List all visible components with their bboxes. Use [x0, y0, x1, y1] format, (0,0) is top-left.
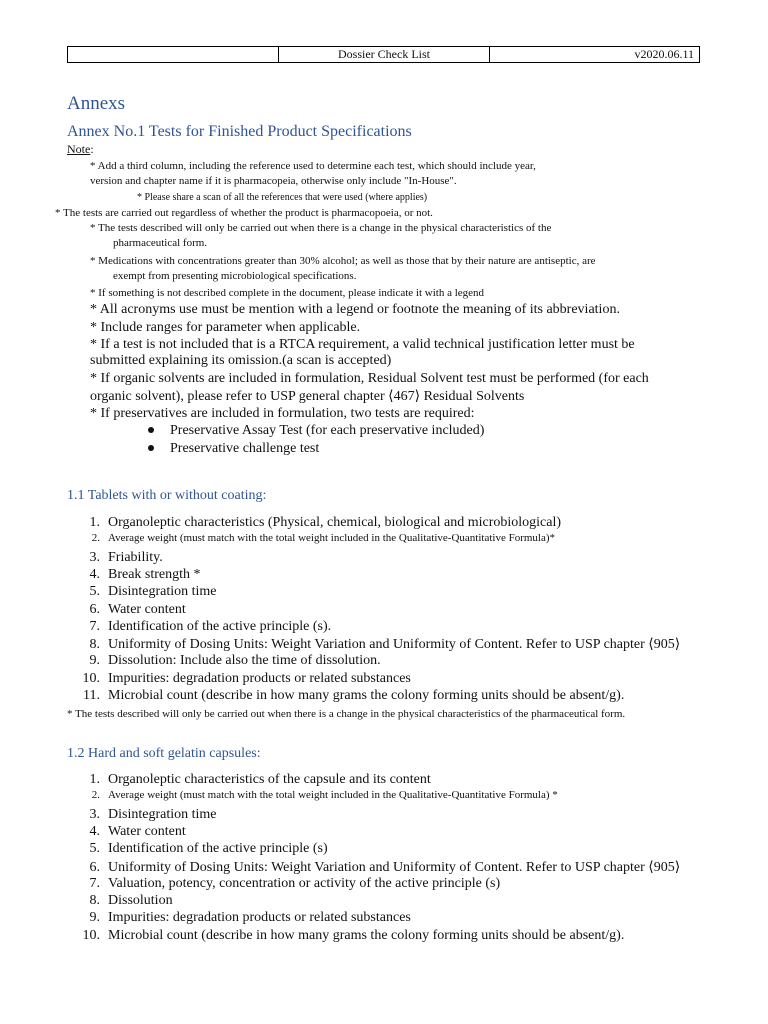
list-item — [76, 602, 186, 618]
note-line: * Add a third column, including the reference used to determine each test, which should include year, — [90, 160, 536, 172]
note-line: organic solvent), please refer to USP general chapter ⟨467⟩ Residual Solvents — [90, 389, 525, 404]
list-item-text: Organoleptic characteristics of the capsule and its content — [108, 772, 431, 787]
list-item — [76, 688, 624, 704]
list-item-text: Uniformity of Dosing Units: Weight Variation and Uniformity of Content. Refer to USP chapter ⟨905⟩ — [108, 637, 681, 653]
bullet-item: Preservative Assay Test (for each preservative included) — [148, 423, 484, 439]
list-item — [76, 636, 680, 653]
list-item — [76, 789, 558, 801]
list-item-number: 6. — [89, 601, 100, 617]
bullet-dot — [148, 445, 154, 451]
list-item — [76, 532, 555, 544]
page-title: Annexs — [67, 93, 126, 114]
list-item-number: 7. — [89, 618, 100, 634]
list-item-text: Valuation, potency, concentration or activity of the active principle (s) — [108, 875, 501, 891]
note-line: * If preservatives are included in formulation, two tests are required: — [90, 406, 475, 421]
list-item-text: Average weight (must match with the total weight included in the Qualitative-Quantitative Formula) * — [108, 789, 558, 802]
list-item-number: 11. — [83, 688, 100, 703]
list-item-text: Impurities: degradation products or related substances — [108, 910, 411, 926]
list-item-text: Microbial count (describe in how many grams the colony forming units should be absent/g). — [108, 927, 625, 943]
list-item — [76, 584, 216, 600]
list-item-number: 8. — [89, 637, 100, 653]
note-line: * All acronyms use must be mention with a legend or footnote the meaning of its abbreviation. — [90, 302, 620, 317]
bullet-dot — [148, 427, 154, 433]
list-item — [76, 550, 163, 566]
header-cell-left — [68, 47, 279, 63]
list-item-text: Identification of the active principle (s) — [108, 841, 328, 857]
list-item-number: 3. — [89, 806, 100, 822]
list-item-number: 8. — [89, 893, 100, 909]
list-item — [76, 876, 500, 892]
note-line: * Medications with concentrations greater than 30% alcohol; as well as those that by their nature are antiseptic, are — [90, 255, 596, 267]
list-item-number: 2. — [91, 789, 100, 802]
list-item-number: 9. — [89, 910, 100, 926]
list-item-number: 3. — [89, 549, 100, 565]
note-line: * The tests described will only be carried out when there is a change in the physical characteristics of the — [90, 222, 552, 234]
list-item-text: Impurities: degradation products or related substances — [108, 670, 411, 686]
list-item-number: 9. — [89, 653, 100, 669]
list-item-number: 7. — [89, 875, 100, 891]
list-item-text: Break strength * — [108, 566, 201, 582]
list-item-text: Organoleptic characteristics (Physical, chemical, biological and microbiological) — [108, 515, 562, 530]
header-table — [67, 46, 700, 63]
list-item — [76, 910, 411, 926]
list-item — [76, 515, 561, 531]
list-item — [76, 772, 431, 788]
list-item-number: 1. — [89, 515, 100, 530]
list-item — [76, 653, 381, 669]
note-label: Note: — [67, 142, 94, 156]
list-item-text: Dissolution — [108, 893, 173, 909]
note-line: * If something is not described complete in the document, please indicate it with a legend — [90, 287, 485, 299]
list-item — [76, 619, 331, 635]
note-line: * The tests are carried out regardless of whether the product is pharmacopoeia, or not. — [55, 207, 433, 219]
list-item-number: 5. — [89, 841, 100, 857]
list-item-number: 4. — [89, 823, 100, 839]
list-item-number: 6. — [89, 859, 100, 875]
note-line: exempt from presenting microbiological specifications. — [113, 270, 357, 282]
bullet-item: Preservative challenge test — [148, 441, 319, 457]
header-cell-title: Dossier Check List — [279, 47, 490, 63]
list-item — [76, 824, 186, 840]
list-item-text: Water content — [108, 601, 186, 617]
list-item-text: Microbial count (describe in how many grams the colony forming units should be absent/g). — [108, 688, 625, 703]
list-item — [76, 893, 173, 909]
note-line: version and chapter name if it is pharmacopeia, otherwise only include "In-House". — [90, 175, 457, 187]
note-line: submitted explaining its omission.(a scan is accepted) — [90, 353, 392, 368]
list-item-number: 1. — [89, 772, 100, 787]
note-line: * Include ranges for parameter when applicable. — [90, 320, 361, 335]
list-item-number: 5. — [89, 584, 100, 600]
list-item — [76, 841, 328, 857]
list-item-text: Friability. — [108, 549, 163, 565]
list-item — [76, 859, 680, 876]
list-item — [76, 671, 411, 687]
list-item-number: 10. — [82, 927, 100, 943]
note-line: * Please share a scan of all the references that were used (where applies) — [137, 192, 428, 203]
list-item-text: Dissolution: Include also the time of dissolution. — [108, 653, 381, 669]
section-heading-capsules: 1.2 Hard and soft gelatin capsules: — [67, 746, 261, 761]
list-item — [76, 807, 216, 823]
tablets-footnote: * The tests described will only be carried out when there is a change in the physical characteristics of the pharmaceutical form. — [67, 708, 626, 720]
note-line: pharmaceutical form. — [113, 237, 208, 249]
list-item — [76, 567, 201, 583]
list-item-number: 4. — [89, 566, 100, 582]
section-heading-tablets: 1.1 Tablets with or without coating: — [67, 488, 267, 503]
list-item — [76, 928, 624, 944]
annex-title: Annex No.1 Tests for Finished Product Specifications — [67, 123, 412, 140]
list-item-text: Identification of the active principle (s). — [108, 618, 332, 634]
list-item-number: 2. — [91, 532, 100, 545]
header-cell-version: v2020.06.11 — [490, 47, 700, 63]
note-line: * If organic solvents are included in formulation, Residual Solvent test must be performed (for each — [90, 371, 649, 386]
list-item-number: 10. — [82, 670, 100, 686]
list-item-text: Water content — [108, 823, 186, 839]
list-item-text: Disintegration time — [108, 584, 217, 600]
list-item-text: Average weight (must match with the total weight included in the Qualitative-Quantitative Formula)* — [108, 532, 556, 545]
list-item-text: Uniformity of Dosing Units: Weight Variation and Uniformity of Content. Refer to USP chapter ⟨905⟩ — [108, 859, 681, 875]
note-line: * If a test is not included that is a RTCA requirement, a valid technical justification letter must be — [90, 337, 635, 352]
list-item-text: Disintegration time — [108, 806, 217, 822]
